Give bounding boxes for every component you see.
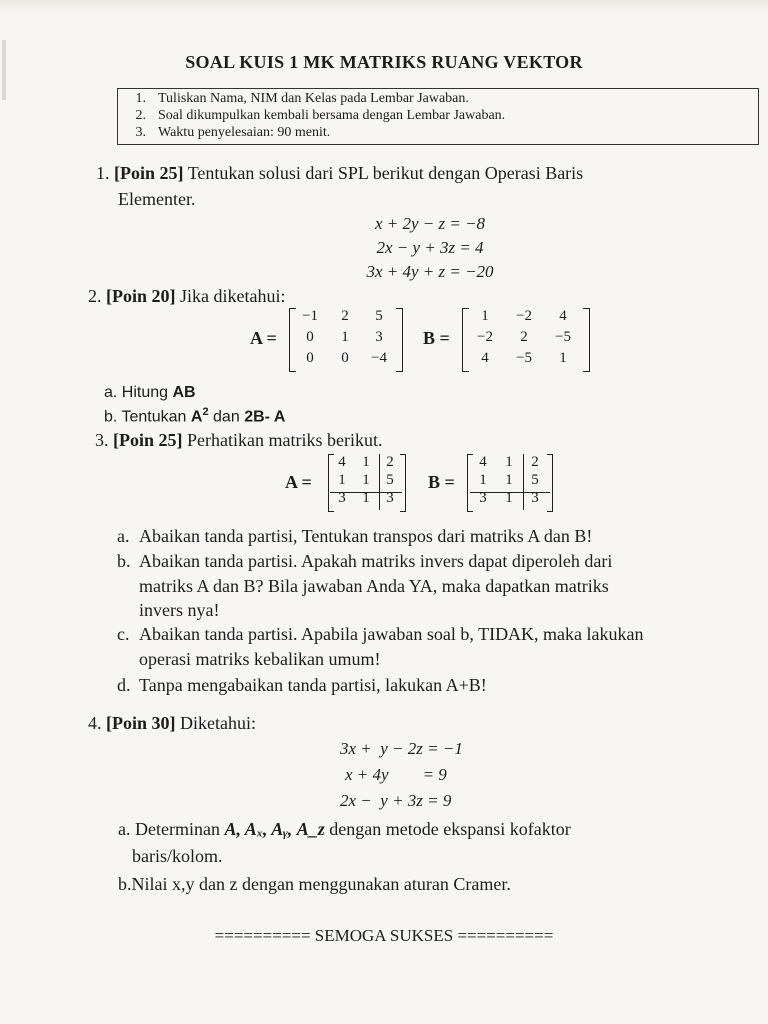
question-4: 4. [Poin 30] Diketahui: (88, 713, 256, 733)
matrix-cell: 1 (505, 472, 513, 488)
q4-part-b: b.Nilai x,y dan z dengan menggunakan aturan Cramer. (118, 874, 511, 894)
q3-matrix-a-label: A = (285, 472, 312, 492)
matrix-cell: 0 (306, 329, 314, 345)
matrix-cell: 4 (338, 454, 346, 470)
instruction-2: 2. Soal dikumpulkan kembali bersama dengan Lembar Jawaban. (135, 108, 506, 123)
matrix-cell: 1 (362, 490, 370, 506)
partition-line-vertical (523, 454, 524, 510)
footer-message: ========== SEMOGA SUKSES ========== (214, 926, 554, 945)
q3-matrix-a (330, 454, 402, 508)
matrix-cell: −2 (477, 329, 493, 345)
matrix-cell: −2 (516, 308, 532, 324)
matrix-cell: −5 (555, 329, 571, 345)
matrix-cell: 3 (386, 490, 394, 506)
matrix-cell: 0 (341, 350, 349, 366)
q4-equation-2: x + 4y = 9 (345, 765, 447, 784)
matrix-cell: 4 (481, 350, 489, 366)
q3-item-b-line-2: matriks A dan B? Bila jawaban Anda YA, maka dapatkan matriks (139, 576, 609, 596)
question-1: 1. [Poin 25] Tentukan solusi dari SPL berikut dengan Operasi Baris (96, 163, 584, 183)
matrix-cell: 2 (531, 454, 539, 470)
question-2: 2. [Poin 20] Jika diketahui: (88, 286, 286, 306)
matrix-cell: 1 (341, 329, 349, 345)
matrix-cell: 2 (341, 308, 349, 324)
question-3: 3. [Poin 25] Perhatikan matriks berikut. (95, 430, 383, 450)
q2-matrix-b (466, 308, 582, 371)
matrix-cell: 1 (505, 490, 513, 506)
q3-matrix-b (470, 454, 548, 508)
scan-shadow (0, 0, 768, 14)
q3-item-a: a. Abaikan tanda partisi, Tentukan transpos dari matriks A dan B! (117, 526, 593, 546)
matrix-cell: 3 (479, 490, 487, 506)
q2-part-a: a. Hitung AB (104, 384, 196, 401)
q1-equation-3: 3x + 4y + z = −20 (366, 262, 494, 281)
q1-equation-1: x + 2y − z = −8 (374, 214, 486, 233)
matrix-cell: −4 (371, 350, 387, 366)
question-1-line-2: Elementer. (118, 189, 196, 209)
q4-equation-1: 3x + y − 2z = −1 (340, 739, 463, 758)
instruction-1: 1. Tuliskan Nama, NIM dan Kelas pada Lembar Jawaban. (135, 91, 469, 106)
matrix-cell: 0 (306, 350, 314, 366)
matrix-cell: 3 (338, 490, 346, 506)
q2-matrix-a-right-bracket (396, 308, 403, 372)
matrix-cell: 3 (531, 490, 539, 506)
q3-item-d: d. Tanpa mengabaikan tanda partisi, lakukan A+B! (117, 675, 487, 695)
q3-item-b-line-3: invers nya! (139, 600, 220, 620)
q4-part-a: a. Determinan A, Aₓ, Aᵧ, A_z dengan metode ekspansi kofaktor (118, 819, 571, 839)
q4-part-a-line-2: baris/kolom. (132, 846, 223, 866)
q2-matrix-a-label: A = (250, 328, 277, 348)
matrix-cell: 5 (375, 308, 383, 324)
matrix-cell: −1 (302, 308, 318, 324)
partition-line-horizontal (470, 492, 550, 493)
matrix-cell: 1 (338, 472, 346, 488)
instruction-3: 3. Waktu penyelesaian: 90 menit. (135, 125, 331, 140)
q3-item-c-line-2: operasi matriks kebalikan umum! (139, 649, 381, 669)
q2-matrix-b-label: B = (423, 328, 450, 348)
matrix-cell: 2 (520, 329, 528, 345)
matrix-cell: 2 (386, 454, 394, 470)
matrix-cell: 1 (559, 350, 567, 366)
q3-item-c: c. Abaikan tanda partisi. Apabila jawaban soal b, TIDAK, maka lakukan (117, 624, 644, 644)
matrix-cell: 5 (386, 472, 394, 488)
partition-line-horizontal (330, 492, 402, 493)
matrix-cell: −5 (516, 350, 532, 366)
page-title: SOAL KUIS 1 MK MATRIKS RUANG VEKTOR (185, 52, 583, 72)
q2-part-b: b. Tentukan $A^2$ dan 2B- A (104, 406, 286, 426)
q2-matrix-b-right-bracket (583, 308, 590, 372)
matrix-cell: 1 (479, 472, 487, 488)
q1-equation-2: 2x − y + 3z = 4 (376, 238, 484, 257)
matrix-cell: 1 (505, 454, 513, 470)
matrix-cell: 1 (481, 308, 489, 324)
matrix-cell: 4 (559, 308, 567, 324)
matrix-cell: 3 (375, 329, 383, 345)
partition-line-vertical (379, 454, 380, 510)
q4-equation-3: 2x − y + 3z = 9 (340, 791, 452, 810)
matrix-cell: 5 (531, 472, 539, 488)
matrix-cell: 1 (362, 454, 370, 470)
q3-matrix-b-label: B = (428, 472, 455, 492)
q2-matrix-a (292, 308, 396, 371)
q3-item-b: b. Abaikan tanda partisi. Apakah matriks invers dapat diperoleh dari (117, 551, 613, 571)
matrix-cell: 4 (479, 454, 487, 470)
matrix-cell: 1 (362, 472, 370, 488)
